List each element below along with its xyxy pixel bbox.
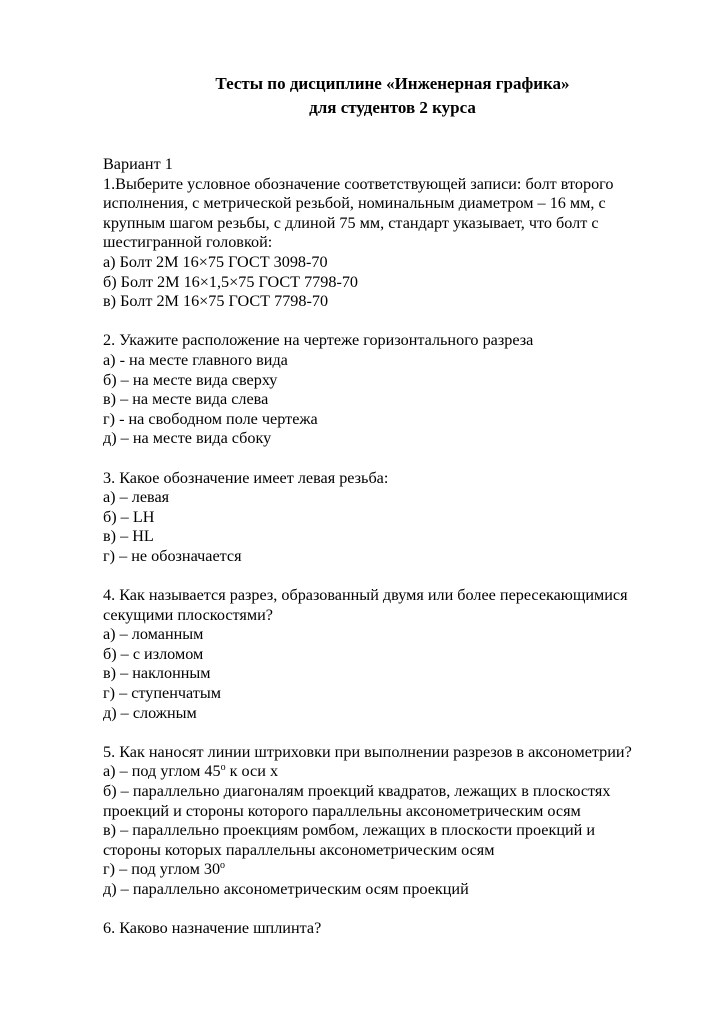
title-line-2: для студентов 2 курса xyxy=(309,98,476,117)
option-text: г) – под углом 30 xyxy=(103,860,221,879)
question-1 xyxy=(103,175,663,312)
answer-option: а) – ломанным xyxy=(103,625,204,644)
question-6 xyxy=(103,919,663,939)
test-body xyxy=(103,155,663,939)
question-text: секущими плоскостями? xyxy=(103,605,273,624)
question-text: 5. Как наносят линии штриховки при выполнении разрезов в аксонометрии? xyxy=(103,742,632,761)
answer-option: б) – с изломом xyxy=(103,644,204,663)
degree-superscript: о xyxy=(220,762,226,774)
answer-option: д) – на месте вида сбоку xyxy=(103,429,272,448)
answer-option: а) Болт 2М 16×75 ГОСТ 3098-70 xyxy=(103,252,328,271)
question-text: 4. Как называется разрез, образованный двумя или более пересекающимися xyxy=(103,586,628,605)
answer-option-continuation: стороны которых параллельны аксонометрическим осям xyxy=(103,840,495,859)
question-text: 1.Выберите условное обозначение соответствующей записи: болт второго xyxy=(103,174,614,193)
answer-option: в) – HL xyxy=(103,527,154,546)
question-3 xyxy=(103,469,663,567)
answer-option: а) – левая xyxy=(103,488,170,507)
spacer xyxy=(103,900,663,920)
question-5 xyxy=(103,743,663,900)
spacer xyxy=(103,449,663,469)
title-line-1: Тесты по дисциплине «Инженерная графика» xyxy=(215,74,570,93)
question-text: крупным шагом резьбы, с длиной 75 мм, стандарт указывает, что болт с xyxy=(103,213,599,232)
answer-option-continuation: проекций и стороны которого параллельны аксонометрическим осям xyxy=(103,801,581,820)
answer-option: г) – ступенчатым xyxy=(103,684,221,703)
answer-option: г) - на свободном поле чертежа xyxy=(103,409,318,428)
document-title xyxy=(0,72,725,120)
option-text: а) – под углом 45 xyxy=(103,762,221,781)
answer-option: а) - на месте главного вида xyxy=(103,350,288,369)
answer-option: б) – параллельно диагоналям проекций квадратов, лежащих в плоскостях xyxy=(103,782,611,800)
question-text: 2. Укажите расположение на чертеже горизонтального разреза xyxy=(103,331,534,350)
answer-option: д) – сложным xyxy=(103,703,197,722)
question-text: 6. Каково назначение шплинта? xyxy=(103,919,322,938)
answer-option: б) Болт 2М 16×1,5×75 ГОСТ 7798-70 xyxy=(103,272,359,291)
option-text: к оси х xyxy=(225,762,279,781)
answer-option: г) – не обозначается xyxy=(103,546,242,565)
answer-option xyxy=(103,860,663,880)
answer-option: в) – на месте вида слева xyxy=(103,390,269,409)
answer-option xyxy=(103,762,663,782)
spacer xyxy=(103,312,663,332)
spacer xyxy=(103,723,663,743)
spacer xyxy=(103,566,663,586)
question-text: шестигранной головкой: xyxy=(103,233,273,252)
answer-option: в) Болт 2М 16×75 ГОСТ 7798-70 xyxy=(103,292,329,311)
question-text: исполнения, с метрической резьбой, номинальным диаметром – 16 мм, с xyxy=(103,194,606,213)
question-2 xyxy=(103,331,663,449)
answer-option: б) – LH xyxy=(103,507,155,526)
question-4 xyxy=(103,586,663,723)
answer-option: в) – наклонным xyxy=(103,664,211,683)
answer-option: б) – на месте вида сверху xyxy=(103,370,278,389)
degree-superscript: о xyxy=(220,860,226,872)
question-text: 3. Какое обозначение имеет левая резьба: xyxy=(103,468,389,487)
variant-label: Вариант 1 xyxy=(103,155,173,173)
answer-option: в) – параллельно проекциям ромбом, лежащих в плоскости проекций и xyxy=(103,821,596,840)
answer-option: д) – параллельно аксонометрическим осям проекций xyxy=(103,879,469,898)
